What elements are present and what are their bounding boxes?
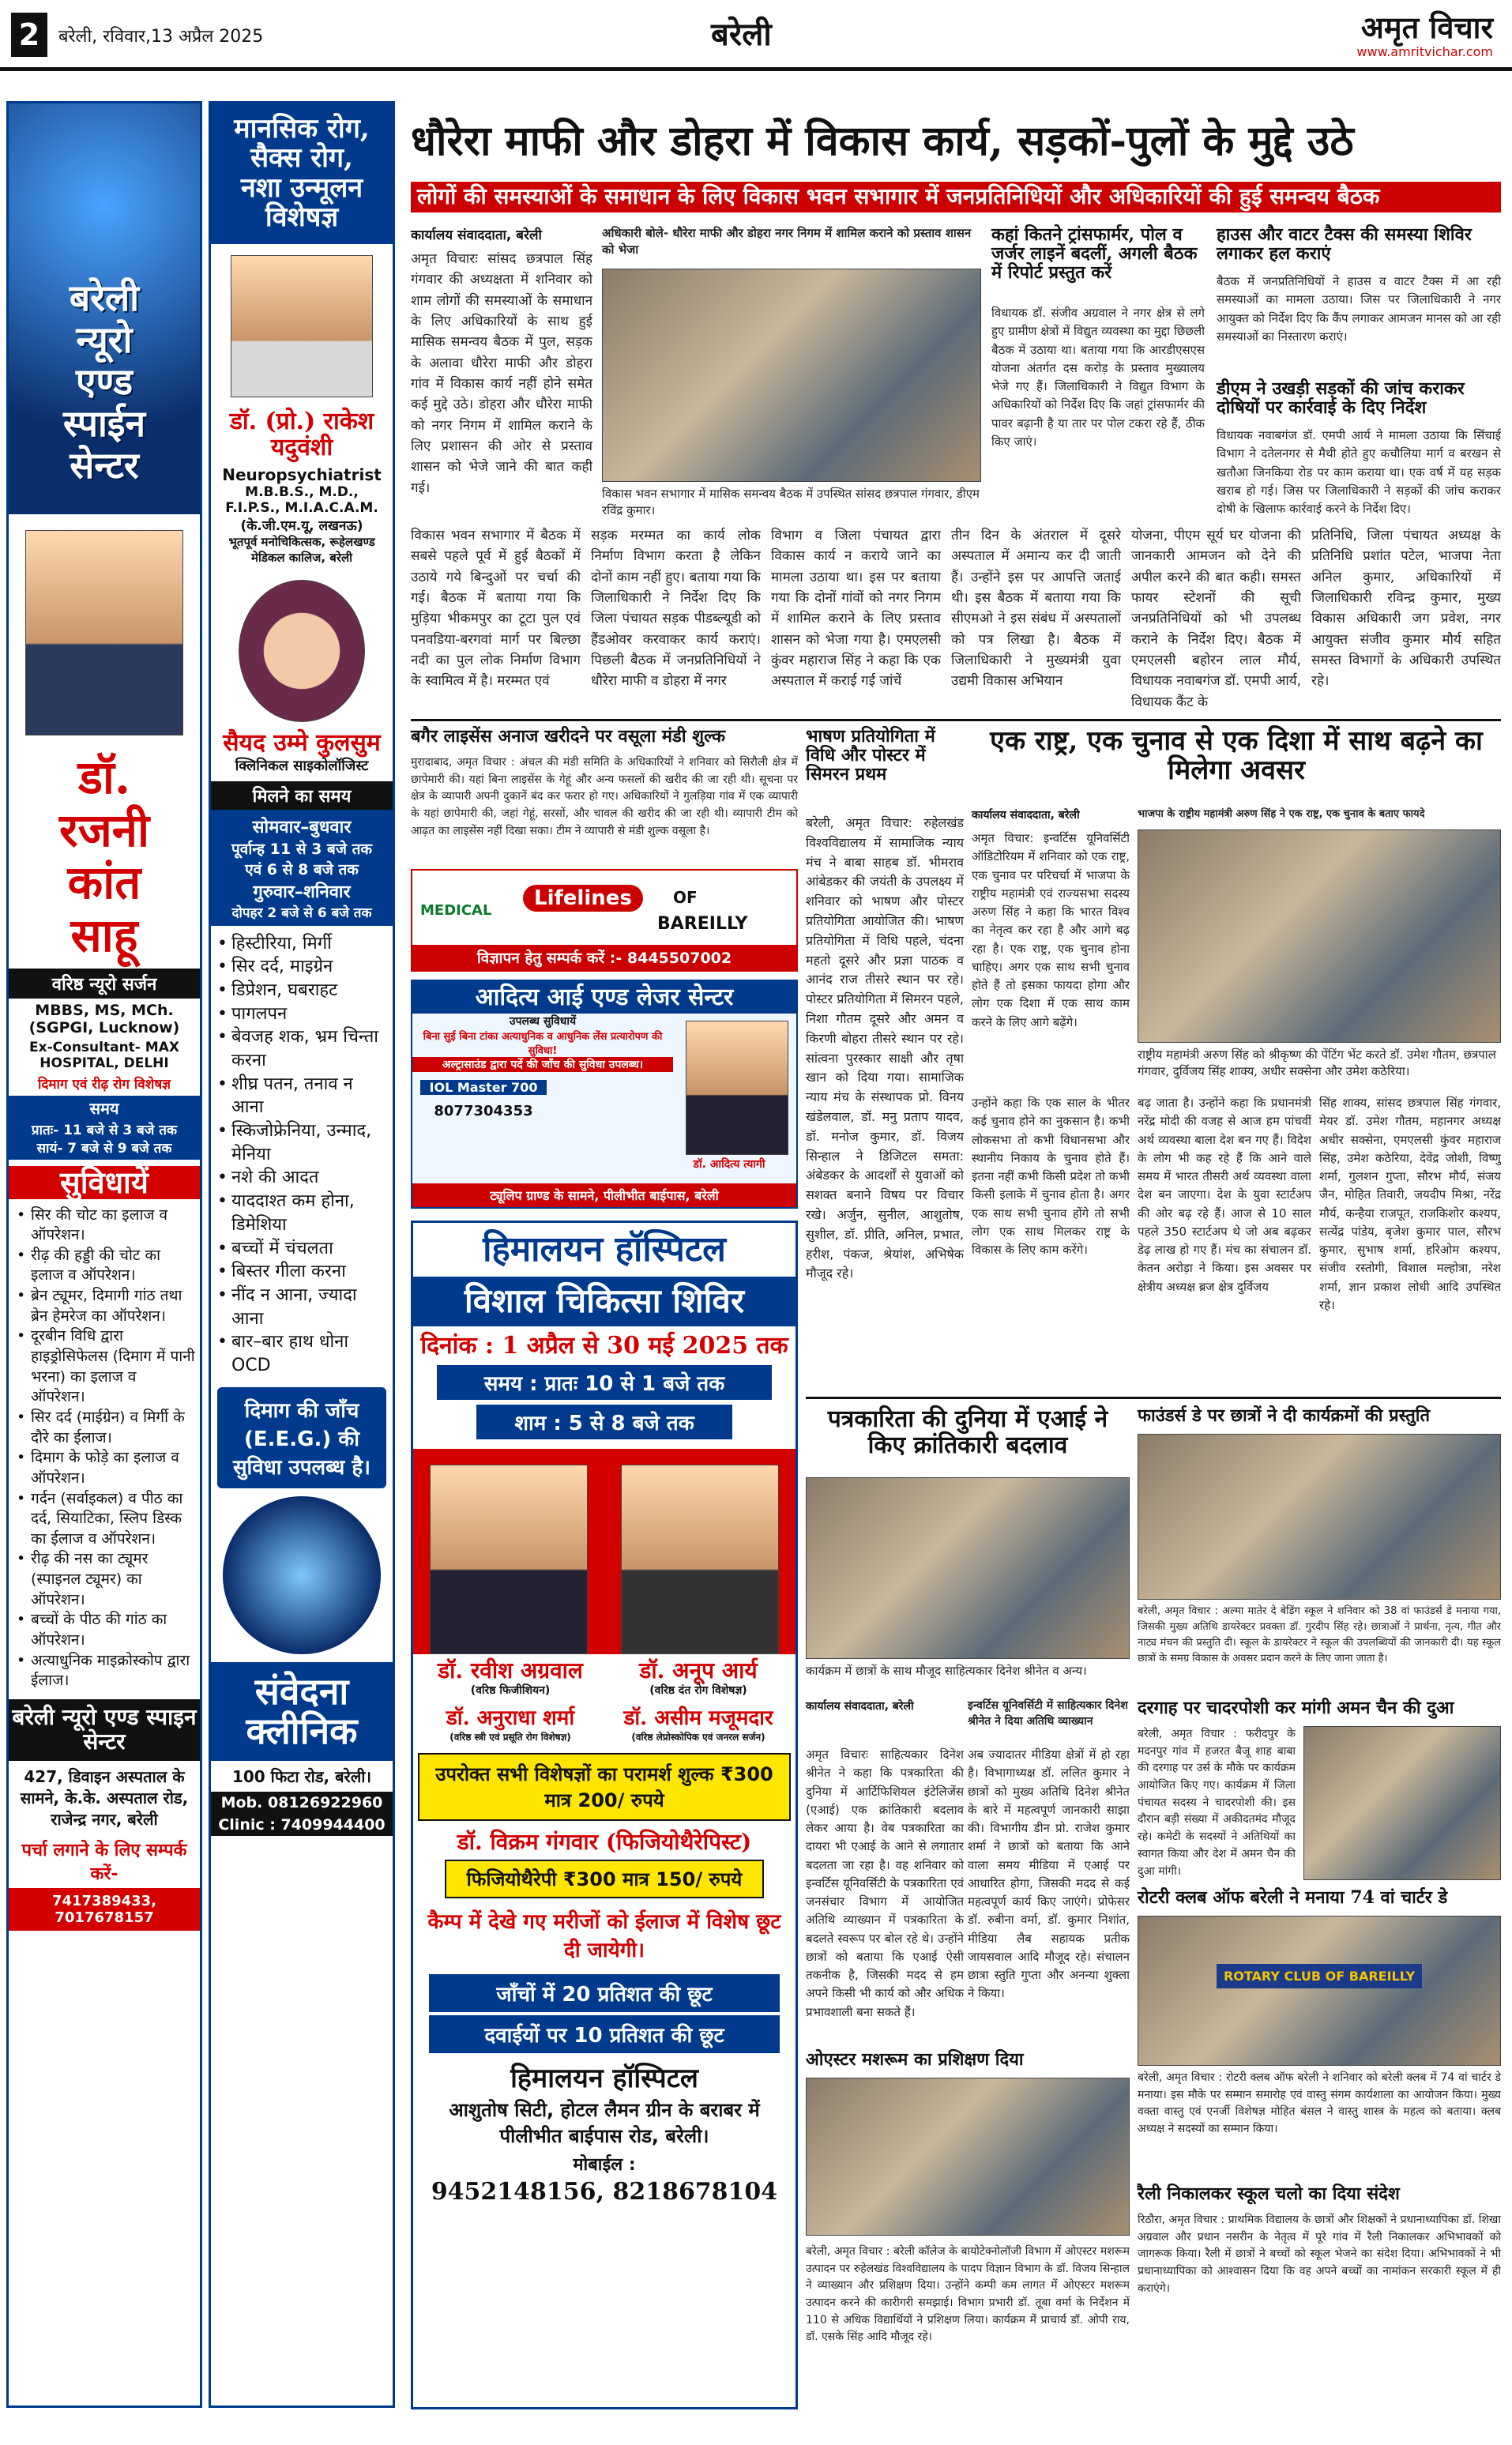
doctor-photo bbox=[686, 1021, 788, 1155]
founders-text: बरेली, अमृत विचार : अल्मा मातेर दे बेडिंग स्कूल ने शनिवार को 38 वां फाउंडर्स डे मनाया गया, जिसकी मुख्य अतिथि डायरेक्टर प्रवक्ता डॉ. गुरदीप सिंह रहे। छात्राओं ने प्रार्थना, नृत्य, गीत और नाट्य मंचन की प्रस्तुति दी। स्कूल के डायरेक्टर ने स्कूल की उपलब्धियों की जानकारी दी। यह स्कूल छात्रों के समग्र विकास के अवसर प्रदान करने के लिए जाना जाता है। bbox=[1138, 1605, 1501, 1665]
ad-aditya-line3: अल्ट्रासाउंड द्वारा पर्दे की जाँच की सुविधा उपलब्ध। bbox=[412, 1057, 673, 1072]
divider bbox=[411, 719, 1501, 721]
psychologist-photo bbox=[239, 580, 365, 722]
ad-neuro-degrees: MBBS, MS, MCh. (SGPGI, Lucknow) bbox=[28, 1001, 180, 1036]
lead-deck: लोगों की समस्याओं के समाधान के लिए विकास भवन सभागार में जनप्रतिनिधियों और अधिकारियों की हुई समन्वय बैठक bbox=[411, 182, 1501, 213]
ad-neuro-name-3: एण्ड bbox=[76, 359, 133, 403]
lead-right-text-2: विधायक नवाबगंज डॉ. एमपी आर्य ने मामला उठाया कि सिंचाई विभाग ने दतेलनगर से मैथी होते हुए कचौलिया मार्ग व बरखन से खतौआ जिनकिया रोड पर काम कराया था। एक वर्ष में यह सड़क खराब हो गई। जिस पर जिलाधिकारी ने सड़कों की जांच कराकर दोषी के खिलाफ कार्रवाई करने के निर्देश दिए। bbox=[1217, 428, 1501, 516]
doctor-photo bbox=[25, 530, 183, 735]
ad-psych-second-doctor: सैयद उम्मे कुलसुम bbox=[223, 728, 381, 757]
list-item: • बच्चों में चंचलता bbox=[214, 1237, 389, 1261]
lead-side-head: कहां कितने ट्रांसफार्मर, पोल व जर्जर लाइनें बदलीं, अगली बैठक में रिपोर्ट प्रस्तुत करें bbox=[991, 224, 1198, 284]
ad-neuro-footer-name: बरेली न्यूरो एण्ड स्पाइन सेन्टर bbox=[9, 1699, 200, 1761]
masthead bbox=[0, 0, 1512, 71]
ad-aditya-eye bbox=[411, 980, 798, 1209]
ad-neuro-time-1: प्रातः- 11 बजे से 3 बजे तक bbox=[9, 1120, 200, 1138]
doctor-photo bbox=[231, 255, 373, 397]
ekrashtra-text-4: सिंह शाक्य, सांसद छत्रपाल सिंह गंगवार, मेयर डॉ. उमेश गौतम, महानगर अध्यक्ष अधीर सक्सेना, एमएलसी कुंवर महाराज सिंह, उमेश कठेरिया, देवेंद्र जोशी, विष्णु शर्मा, गुलशन गुप्ता, सौरभ मौर्य, संजय जैन, मोहित तिवारी, जयदीप मिश्रा, नरेंद्र मौर्य, कन्हैया राजपूत, राजकिशोर कश्यप, सत्येंद्र पांडेय, बृजेश कुमार पाल, सौरभ कुमार, सुभाष शर्मा, हरिओम कश्यप, संजीव रस्तोगी, विशाल मल्होत्रा, नरेश शर्मा, ज्ञान प्रकाश लोधी आदि उपस्थित रहे। bbox=[1319, 1096, 1501, 1312]
lead-col-3: विभाग व जिला पंचायत द्वारा विकास कार्य न कराये जाने का मामला उठाया था। इस पर बताया गया कि दोनों गांवों को नगर निगम में शामिल कराने के लिए प्रस्ताव शासन को भेजा गया है। एमएलसी कुंवर महाराज सिंह ने कहा कि एक अस्पताल में कराई गई जांचें bbox=[771, 528, 941, 690]
ad-himalayan-fee: उपरोक्त सभी विशेषज्ञों का परामर्श शुल्क ₹300 मात्र 200/ रुपये bbox=[418, 1753, 791, 1821]
ad-aditya-doctor: डॉ. आदित्य त्यागी bbox=[693, 1158, 765, 1171]
lead-byline: कार्यालय संवाददाता, बरेली bbox=[411, 228, 542, 243]
ad-neuro-header bbox=[9, 103, 200, 514]
lead-right-head-2: डीएम ने उखड़ी सड़कों की जांच कराकर दोषियों पर कार्रवाई के दिए निर्देश bbox=[1217, 378, 1465, 419]
list-item: • नींद न आना, ज्यादा आना bbox=[214, 1284, 389, 1330]
ad-psych-head-3: नशा उन्मूलन bbox=[240, 171, 363, 204]
list-item: • डिप्रेशन, घबराहट bbox=[214, 979, 389, 1002]
ad-aditya-line1: उपलब्ध सुविधायें bbox=[509, 1015, 577, 1028]
lead-col-5: योजना, पीएम सूर्य घर योजना की जानकारी आमजन को देने की अपील करने की बात कही। समस्त फायर स्टेशनों की सूची जनप्रतिनिधियों को भी उपलब्ध कराने के निर्देश दिए। बैठक में एमएलसी बहोरन लाल मौर्य, विधायक नवाबगंज डॉ. एमपी आर्य, विधायक कैंट के bbox=[1131, 528, 1301, 710]
ad-psych-eeg: दिमाग की जाँच (E.E.G.) की सुविधा उपलब्ध है। bbox=[217, 1387, 386, 1488]
lead-photo-caption: विकास भवन सभागार में मासिक समन्वय बैठक में उपस्थित सांसद छत्रपाल गंगवार, डीएम रविंद्र कुमार। bbox=[602, 487, 980, 517]
list-item: • अत्याधुनिक माइक्रोस्कोप द्वारा ईलाज। bbox=[13, 1651, 195, 1691]
ad-himalayan-addr-name: हिमालयन हॉस्पिटल bbox=[510, 2062, 698, 2094]
lead-photo bbox=[602, 269, 981, 482]
list-item: • सिर दर्द (माईग्रेन) व मिर्गी के दौरे का ईलाज। bbox=[13, 1408, 195, 1448]
dargah-headline: दरगाह पर चादरपोशी कर मांगी अमन चैन की दुआ bbox=[1138, 1698, 1454, 1718]
rally-headline: रैली निकालकर स्कूल चलो का दिया संदेश bbox=[1138, 2184, 1400, 2204]
ad-psych-kgmu: (के.जी.एम.यू, लखनऊ) bbox=[240, 517, 363, 534]
list-item: • नशे की आदत bbox=[214, 1166, 389, 1190]
website-link[interactable]: www.amritvichar.com bbox=[1356, 44, 1493, 59]
list-item: • हिस्टीरिया, मिर्गी bbox=[214, 932, 389, 956]
lead-headline: धौरेरा माफी और डोहरा में विकास कार्य, सड़कों-पुलों के मुद्दे उठे bbox=[411, 117, 1354, 165]
city-title: बरेली bbox=[711, 16, 772, 53]
list-item: • याददाश्त कम होना, डिमेशिया bbox=[214, 1190, 389, 1236]
ad-psych-doctor: डॉ. (प्रो.) राकेश यदुवंशी bbox=[229, 407, 374, 461]
founders-photo bbox=[1138, 1434, 1501, 1600]
ad-neuro-name-4: स्पाईन bbox=[62, 401, 146, 445]
list-item: • बेवजह शक, भ्रम चिन्ता करना bbox=[214, 1025, 389, 1072]
divider bbox=[806, 1397, 1501, 1399]
list-item: • रीढ़ की हड्डी की चोट का इलाज व ऑपरेशन। bbox=[13, 1246, 195, 1286]
dargah-text: बरेली, अमृत विचार : फरीदपुर के मदनपुर गांव में हजरत बैजू शाह बाबा की दरगाह पर उर्स के मौके पर कार्यक्रम आयोजित किए गए। कार्यक्रम में जिला पंचायत सदस्य ने चादरपोशी की। इस दौरान बड़ी संख्या में अकीदतमंद मौजूद रहे। कमेटी के सदस्यों ने अतिथियों का स्वागत किया और देश में अमन चैन की दुआ मांगी। bbox=[1138, 1728, 1296, 1878]
ad-neuro-ex: Ex-Consultant- MAX HOSPITAL, DELHI bbox=[29, 1039, 179, 1071]
ad-himalayan-dates: दिनांक : 1 अप्रैल से 30 मई 2025 तक bbox=[420, 1331, 788, 1360]
ad-psych-timing-2: पूर्वान्ह 11 से 3 बजे तक bbox=[231, 840, 372, 858]
ad-neuro-doctor-2: रजनी bbox=[59, 803, 149, 857]
list-item: • पागलपन bbox=[214, 1002, 389, 1026]
lead-col-6: प्रतिनिधि, जिला पंचायत अध्यक्ष के प्रतिनिधि प्रशांत पटेल, भाजपा नेता अनिल कुमार, अधिकारियों में जिलाधिकारी रविन्द्र कुमार, मुख्य विकास अधिकारी जग प्रवेश, नगर आयुक्त संजीव कुमार मौर्य सहित समस्त विभागों के अधिकारी उपस्थित रहे। bbox=[1311, 528, 1501, 690]
bhashan-text: बरेली, अमृत विचार: रुहेलखंड विश्वविद्यालय में सामाजिक न्याय मंच ने बाबा साहब डॉ. भीमराव आंबेडकर की जयंती के उपलक्ष्य में शनिवार को भाषण और पोस्टर प्रतियोगिता आयोजित की। भाषण प्रतियोगिता में विधि पहले, चंदना महतो दूसरे और प्रज्ञा पाठक व आनंद राज तीसरे स्थान पर रहे। पोस्टर प्रतियोगिता में सिमरन पहले, निशा गौतम दूसरे और अमन व किरणी बोहरा तीसरे स्थान पर रहे। सांत्वना पुरस्कार साक्षी और तृषा खान को दिया गया। सामाजिक न्याय मंच के संस्थापक प्रो. विनय खंडेलवाल, डॉ. मनु प्रताप यादव, डॉ. मनोज कुमार, डॉ. विजय सिन्हाल ने डिजिटल समता: अंबेडकर के आदर्शों से युवाओं को सशक्त बनाने विषय पर विचार रखे। अर्जुन, सुनील, आशुतोष, सुशील, डॉ. प्रीति, अनिल, प्रभात, हरीश, पंकज, श्रेयांश, अभिषेक मौजूद रहे। bbox=[806, 815, 964, 1281]
ad-neuro-facilities-head: सुविधायें bbox=[9, 1166, 200, 1199]
ad-psych-timing-4: गुरुवार–शनिवार bbox=[253, 882, 351, 902]
list-item: • बच्चों के पीठ की गांठ का ऑपरेशन। bbox=[13, 1610, 195, 1650]
ad-neuro-title: वरिष्ठ न्यूरो सर्जन bbox=[9, 969, 200, 999]
rotary-headline: रोटरी क्लब ऑफ बरेली ने मनाया 74 वां चार्टर डे bbox=[1138, 1887, 1448, 1908]
ad-neuro-spec: दिमाग एवं रीढ़ रोग विशेषज्ञ bbox=[37, 1076, 171, 1093]
ekrashtra-photo bbox=[1138, 829, 1501, 1043]
ad-himalayan-doc1-title: (वरिष्ठ फिजीशियन) bbox=[470, 1684, 551, 1698]
lead-col-1: विकास भवन सभागार में बैठक में सबसे पहले पूर्व में हुई बैठकों में उठाये गये बिन्दुओं पर चर्चा की गई। बैठक में बताया गया कि मुड़िया भीकमपुर का टूटा पुल एवं पनवडिया-बरगवां मार्ग पर बिल्छा नदी का पुल लोक निर्माण विभाग के स्वामित्व में है। मरम्मत एवं bbox=[411, 528, 581, 690]
dargah-photo bbox=[1303, 1726, 1501, 1880]
brain-graphic bbox=[223, 1496, 381, 1654]
ad-aditya-iol: IOL Master 700 bbox=[420, 1080, 547, 1095]
rotary-photo bbox=[1138, 1916, 1501, 2066]
brand-logo: अमृत विचार bbox=[1360, 9, 1493, 45]
list-item: • सिर दर्द, माइग्रेन bbox=[214, 955, 389, 979]
list-item: • दिमाग के फोड़े का इलाज व ऑपरेशन। bbox=[13, 1448, 195, 1488]
doctor-photo bbox=[430, 1465, 588, 1654]
lead-side-text: विधायक डॉ. संजीव अग्रवाल ने नगर क्षेत्र से लगे हुए ग्रामीण क्षेत्रों में विद्युत व्यवस्था का मुद्दा छिछली बैठक में उठाया था। बताया गया कि आरडीएसएस योजना अंतर्गत दस करोड़ के प्रस्ताव मुख्यालय भेजे गए हैं। जिलाधिकारी ने विद्युत विभाग के अधिकारियों को निर्देश दिए कि जहां ट्रांसफार्मर की पावर बढ़ानी है या तार पर पोल टकरा रहे हैं, ठीक किए जाएं। bbox=[991, 306, 1205, 449]
rotary-banner: ROTARY CLUB OF BAREILLY bbox=[1217, 1964, 1422, 1988]
mandi-headline: बगैर लाइसेंस अनाज खरीदने पर वसूला मंडी शुल्क bbox=[411, 726, 725, 747]
ad-psych-title: Neuropsychiatrist bbox=[222, 465, 382, 484]
ad-neuro-name-1: बरेली bbox=[69, 276, 140, 319]
ekrashtra-tag: भाजपा के राष्ट्रीय महामंत्री अरुण सिंह ने एक राष्ट्र, एक चुनाव के बताए फायदे bbox=[1138, 808, 1425, 820]
mandi-text: मुरादाबाद, अमृत विचार : अंचल की मंडी समिति के अधिकारियों ने शनिवार को सिरौली क्षेत्र में छापेमारी की। यहां बिना लाइसेंस के गेहूं और अन्य फसलों की खरीद की जा रही थी। सूचना पर क्षेत्र के व्यापारी अपनी दुकानें बंद कर फरार हो गए। अधिकारियों ने गुलड़िया गांव में एक व्यापारी के यहां छापेमारी की, जहां गेहूं, सरसों, और चावल की खरीद की जा रही थी। व्यापारी टीम को आढ़त का लाइसेंस नहीं दिखा सका। टीम ने व्यापारी से मंडी शुल्क वसूला है। bbox=[411, 756, 798, 837]
ad-himalayan-doc4-title: (वरिष्ठ लेप्रोस्कोपिक एवं जनरल सर्जन) bbox=[631, 1731, 765, 1743]
ad-neuro-time-head: समय bbox=[9, 1096, 200, 1120]
ekrashtra-byline: कार्यालय संवाददाता, बरेली bbox=[972, 809, 1080, 822]
ad-himalayan-physio-fee: फिजियोथैरेपी ₹300 मात्र 150/ रुपये bbox=[445, 1860, 764, 1898]
ad-psych-head-2: सैक्स रोग, bbox=[250, 142, 353, 175]
ad-himalayan-meds: दवाईयों पर 10 प्रतिशत की छूट bbox=[429, 2015, 780, 2053]
ad-neuro-time-2: सायं- 7 बजे से 9 बजे तक bbox=[9, 1138, 200, 1160]
ad-aditya-line2: बिना सुई बिना टांका अत्याधुनिक व आधुनिक लेंस प्रत्यारोपण की सुविधा! bbox=[423, 1031, 663, 1057]
ad-himalayan bbox=[411, 1221, 798, 2409]
ai-tag: इन्वर्टिस यूनिवर्सिटी में साहित्यकार दिनेश श्रीनेत ने दिया अतिथि व्याख्यान bbox=[968, 1699, 1128, 1728]
ad-himalayan-doc3: डॉ. अनुराधा शर्मा bbox=[446, 1706, 575, 1731]
ad-neuro-doctor-4: साहू bbox=[70, 908, 138, 963]
ekrashtra-photo-caption: राष्ट्रीय महामंत्री अरुण सिंह को श्रीकृष्ण की पेंटिंग भेंट करते डॉ. उमेश गौतम, छत्रपाल गंगवार, दुर्विजय सिंह शाक्य, अधीर सक्सेना और उमेश कठेरिया। bbox=[1138, 1048, 1496, 1078]
list-item: • दूरबीन विधि द्वारा हाइड्रोसिफेलस (दिमाग में पानी भरना) का इलाज व ऑपरेशन। bbox=[13, 1326, 195, 1408]
ad-neuro-phones: 7417389433, 7017678157 bbox=[9, 1888, 200, 1931]
ad-aditya-name: आदित्य आई एण्ड लेजर सेन्टर bbox=[412, 981, 796, 1014]
list-item: • बिस्तर गीला करना bbox=[214, 1260, 389, 1284]
oyster-headline: ओएस्टर मशरूम का प्रशिक्षण दिया bbox=[806, 2049, 1024, 2070]
lead-right-text-1: बैठक में जनप्रतिनिधियों ने हाउस व वाटर टैक्स में आ रही समस्याओं का मामला उठाया। जिस पर जिलाधिकारी ने नगर आयुक्त को निर्देश दिए कि कैंप लगाकर आमजन मानस को आ रही समस्याओं का निस्तारण कराएं। bbox=[1217, 274, 1501, 344]
bhashan-headline: भाषण प्रतियोगिता में विधि और पोस्टर में सिमरन प्रथम bbox=[806, 726, 935, 785]
ad-himalayan-tests: जाँचों में 20 प्रतिशत की छूट bbox=[429, 1974, 780, 2012]
ad-himalayan-time2: शाम : 5 से 8 बजे तक bbox=[476, 1405, 732, 1439]
list-item: • सिर की चोट का इलाज व ऑपरेशन। bbox=[13, 1206, 195, 1246]
ad-psych-second-title: क्लिनिकल साइकोलॉजिस्ट bbox=[235, 757, 369, 774]
ai-byline: कार्यालय संवाददाता, बरेली bbox=[806, 1700, 914, 1713]
rally-text: रिठौरा, अमृत विचार : प्राथमिक विद्यालय के छात्रों और शिक्षकों ने प्रधानाध्यापिका डॉ. शिखा अग्रवाल और प्रधान नसरीन के नेतृत्व में पूरे गांव में रैली निकालकर अभिभावकों को जागरूक किया। रैली में छात्रों ने बच्चों को स्कूल भेजने का संदेश दिया। अभिभावकों ने भी प्रधानाध्यापिका को आश्वासन दिया कि वह अपने बच्चों का नामांकन सरकारी स्कूल में ही कराएंगे। bbox=[1138, 2214, 1501, 2295]
ekrashtra-text-2: उन्होंने कहा कि एक साल के भीतर कई चुनाव होने का नुकसान है। कभी लोकसभा तो कभी विधानसभा और स्थानीय निकाय के चुनाव होते हैं। इतना नहीं कभी किसी प्रदेश तो कभी किसी इलाके में चुनाव होता है। अगर एक साथ सभी चुनाव होंगे तो सभी लोग एक साथ मिलकर राष्ट्र के विकास के लिए काम करेंगे। bbox=[972, 1096, 1130, 1257]
ad-himalayan-mobile-label: मोबाईल : bbox=[573, 2155, 636, 2176]
oyster-text: बरेली, अमृत विचार : बरेली कॉलेज के बायोटेक्नोलॉजी विभाग में ओएस्टर मशरूम उत्पादन पर रुहेलखंड विश्वविद्यालय के पादप विज्ञान विभाग के डॉ. विजय सिन्हाल ने व्याख्यान और प्रशिक्षण दिया। उन्होंने कम्पी कम लागत में ओएस्टर मशरूम उत्पादन करने की कारीगरी समझाई। विभाग प्रभारी डॉ. तूबा वर्मा के निर्देशन में 110 से अधिक विद्यार्थियों ने प्रशिक्षण लिया। कार्यक्रम में प्राचार्य डॉ. ओपी राय, डॉ. एसके सिंह आदि मौजूद रहे। bbox=[806, 2245, 1130, 2344]
founders-headline: फाउंडर्स डे पर छात्रों ने दी कार्यक्रमों की प्रस्तुति bbox=[1138, 1405, 1431, 1426]
ad-lifelines-lifelines: Lifelines bbox=[523, 885, 643, 912]
ad-neuro-facilities-list bbox=[9, 1206, 200, 1691]
ad-lifelines-of: OF bbox=[673, 888, 698, 907]
ad-lifelines bbox=[411, 869, 798, 972]
ad-himalayan-doc2: डॉ. अनूप आर्य bbox=[639, 1657, 758, 1683]
ad-aditya-phone: 8077304353 bbox=[434, 1103, 533, 1119]
ekrashtra-text-1: अमृत विचार: इन्वर्टिस यूनिवर्सिटी ऑडिटोरियम में शनिवार को एक राष्ट्र, एक चुनाव पर परिचर्चा में भाजपा के राष्ट्रीय महामंत्री एवं राज्यसभा सदस्य अरुण सिंह ने कहा कि भारत विश्व का नेतृत्व कर रहा है और आगे बढ़ रहा है। एक राष्ट्र, एक चुनाव होना चाहिए। अगर एक साथ सभी चुनाव होते हैं तो इसका फायदा होगा और लोग एक दिशा में एक साथ काम करने के लिए आगे बढ़ेंगे। bbox=[972, 831, 1130, 1029]
ad-psych-conditions bbox=[211, 926, 393, 1384]
ad-aditya-address: ट्यूलिप ग्राण्ड के सामने, पीलीभीत बाईपास, बरेली bbox=[412, 1183, 796, 1207]
list-item: • गर्दन (सर्वाइकल) व पीठ का दर्द, सियाटिका, स्लिप डिस्क का ईलाज व ऑपरेशन। bbox=[13, 1489, 195, 1550]
rotary-text: बरेली, अमृत विचार : रोटरी क्लब ऑफ बरेली ने शनिवार को बरेली क्लब में 74 वां चार्टर डे मनाया। इस मौके पर सम्मान समारोह एवं वास्तु संगम कार्यशाला का आयोजन किया। मुख्य वक्ता वास्तु एवं एनर्जी विशेषज्ञ मोहित बंसल ने वास्तु शास्त्र के महत्व को बताया। क्लब अध्यक्ष ने सदस्यों का सम्मान किया। bbox=[1138, 2071, 1501, 2136]
ad-lifelines-medical: MEDICAL bbox=[420, 902, 492, 919]
lead-intro: अमृत विचारः सांसद छत्रपाल सिंह गंगवार की अध्यक्षता में शनिवार को शाम लोगों की समस्याओं के समाधान के लिए अधिकारियों के साथ हुई मासिक समन्वय बैठक में पुल, सड़क के अलावा धौरेरा माफी और डोहरा गांव में विकास कार्य नहीं होने समेत कई मुद्दे उठे। डोहरा और धौरेरा माफी को नगर निगम में शामिल कराने के लिए प्रशासन की ओर से प्रस्ताव शासन को भेजे जाने की बात कही गई। bbox=[411, 251, 592, 496]
ad-psych-mob: Mob. 08126922960 bbox=[211, 1792, 393, 1814]
ai-photo-caption: कार्यक्रम में छात्रों के साथ मौजूद साहित्यकार दिनेश श्रीनेत व अन्य। bbox=[806, 1664, 1087, 1678]
ad-neuro-spine bbox=[6, 101, 202, 2408]
ad-psych-timing-head: मिलने का समय bbox=[211, 781, 393, 810]
ad-himalayan-doc2-title: (वरिष्ठ दंत रोग विशेषज्ञ) bbox=[649, 1684, 747, 1698]
ad-neuro-address: 427, डिवाइन अस्पताल के सामने, के.के. अस्पताल रोड, राजेन्द्र नगर, बरेली bbox=[20, 1766, 189, 1829]
lead-col-4: तीन दिन के अंतराल में दूसरे अस्पताल में अमान्य कर दी जाती हैं। उन्होंने इस पर आपत्ति जताई थी। इस बैठक में बताया गया कि सीएमओ ने इस संबंध में अस्पतालों को पत्र लिखा है। बैठक में जिलाधिकारी ने मुख्यमंत्री युवा उद्यमी विकास अभियान bbox=[951, 528, 1121, 690]
ad-himalayan-camp: विशाल चिकित्सा शिविर bbox=[413, 1277, 795, 1326]
ad-lifelines-bareilly: BAREILLY bbox=[657, 914, 748, 934]
ad-himalayan-name: हिमालयन हॉस्पिटल bbox=[483, 1229, 726, 1270]
ad-neuro-doctor-3: कांत bbox=[67, 856, 141, 910]
ad-neuro-name-5: सेन्टर bbox=[70, 443, 139, 487]
ad-himalayan-doc1: डॉ. रवीश अग्रवाल bbox=[438, 1657, 583, 1683]
dateline: बरेली, रविवार,13 अप्रैल 2025 bbox=[58, 27, 264, 47]
list-item: • रीढ़ की नस का ट्यूमर (स्पाइनल ट्यूमर) का ऑपरेशन। bbox=[13, 1549, 195, 1610]
ad-psych-clinic-addr: 100 फिटा रोड, बरेली। bbox=[231, 1766, 372, 1786]
ad-himalayan-doc4: डॉ. असीम मजूमदार bbox=[623, 1706, 773, 1731]
ai-text-2: अब ज्यादातर मीडिया क्षेत्रों में हो रहा है। विभागाध्यक्ष डॉ. ललित कुमार ने छात्रों को मुख्य अतिथि दिनेश श्रीनेत के बारे में महत्वपूर्ण जानकारी साझा की। विभागीय डीन प्रो. राजेश कुमार शर्मा ने छात्रों को बताया कि आने वाला समय मीडिया में एआई पर आधारित होगा, जिसकी मदद से कई महत्वपूर्ण कार्य किए जाएंगे। प्रोफेसर डॉ. रुबीना वर्मा, डॉ. कुमार निशांत, मीडिया लैब सहायक प्रतीक जायसवाल आदि मौजूद रहे। संचालन छात्रा स्तुति गुप्ता और अनन्या शुक्ला ने किया। bbox=[968, 1747, 1130, 2001]
ai-photo bbox=[806, 1477, 1130, 1659]
ai-headline: पत्रकारिता की दुनिया में एआई ने किए क्रांतिकारी बदलाव bbox=[827, 1405, 1108, 1459]
ad-himalayan-mobile: 9452148156, 8218678104 bbox=[431, 2178, 778, 2206]
ekrashtra-headline: एक राष्ट्र, एक चुनाव से एक दिशा में साथ बढ़ने का मिलेगा अवसर bbox=[990, 725, 1483, 787]
lead-photo-tag: अधिकारी बोले- धौरेरा माफी और डोहरा नगर निगम में शामिल कराने को प्रस्ताव शासन को भेजा bbox=[602, 226, 972, 257]
ad-neuro-doctor-1: डॉ. bbox=[77, 750, 131, 804]
ad-lifelines-adv: विज्ञापन हेतु सम्पर्क करें :- 8445507002 bbox=[412, 945, 796, 970]
lead-col-2: सड़क मरम्मत का कार्य लोक निर्माण विभाग करता है लेकिन दोनों काम नहीं हुए। बताया गया कि जिलाधिकारी ने निर्देश दिए कि जिला पंचायत सड़क पीडब्ल्यूडी को हैंडओवर करवाकर कार्य कराएं। पिछली बैठक में जनप्रतिनिधियों ने धौरेरा माफी व डोहरा में नगर bbox=[591, 528, 761, 690]
ad-psych-head-4: विशेषज्ञ bbox=[265, 201, 339, 234]
ad-psych-head-1: मानसिक रोग, bbox=[234, 113, 370, 145]
ai-text-1: अमृत विचारः साहित्यकार दिनेश श्रीनेत ने कहा कि पत्रकारिता की दुनिया में आर्टिफिशियल इंटेलिजेंस (एआई) एक क्रांतिकारी बदलाव लेकर आया है। वेब पत्रकारिता का दायरा भी एआई के आने से लगातार बदलता जा रहा है। वह शनिवार को इन्वर्टिस यूनिवर्सिटी के पत्रकारिता एवं जनसंचार विभाग में आयोजित अतिथि व्याख्यान में पत्रकारिता के बदलते स्वरूप पर बोल रहे थे। उन्होंने छात्रों को बताया कि एआई ऐसी तकनीक है, जिसकी मदद से हम अपने किसी भी कार्य को और अधिक प्रभावशाली बना सकते हैं। bbox=[806, 1747, 964, 2019]
ekrashtra-text-3: बढ़ जाता है। उन्होंने कहा कि प्रधानमंत्री नरेंद्र मोदी की वजह से आज हम पांचवीं अर्थ व्यवस्था बाला देश बन गए हैं। विदेश के लोग भी कह रहे हैं कि आने वाले समय में भारत तीसरी अर्थ व्यवस्था वाला देश बन जाएगा। देश के युवा स्टार्टअप की ओर बढ़ रहे हैं। आज से 10 साल पहले 350 स्टार्टअप थे जो अब बढ़कर डेढ़ लाख हो गए हैं। मंच का संचालन डॉ. केतन अरोड़ा ने किया। इस अवसर पर क्षेत्रीय अध्यक्ष ब्रज क्षेत्र दुर्विजय bbox=[1138, 1096, 1311, 1294]
oyster-photo bbox=[806, 2078, 1130, 2236]
list-item: • ब्रेन ट्यूमर, दिमागी गांठ तथा ब्रेन हेमरेज का ऑपरेशन। bbox=[13, 1286, 195, 1326]
ad-himalayan-addr: आशुतोष सिटी, होटल लैमन ग्रीन के बराबर में पीलीभीत बाईपास रोड, बरेली। bbox=[449, 2099, 760, 2148]
doctor-photo bbox=[621, 1465, 779, 1654]
ad-himalayan-camp-note: कैम्प में देखे गए मरीजों को ईलाज में विशेष छूट दी जायेगी। bbox=[427, 1909, 781, 1962]
ad-psych-clinic-name: संवेदना क्लीनिक bbox=[211, 1662, 393, 1761]
ad-psych-clinic-phone: Clinic : 7409944400 bbox=[211, 1814, 393, 1836]
ad-himalayan-physio: डॉ. विक्रम गंगवार (फिजियोथैरेपिस्ट) bbox=[457, 1828, 752, 1855]
ad-himalayan-time1: समय : प्रातः 10 से 1 बजे तक bbox=[437, 1365, 772, 1400]
page-number: 2 bbox=[11, 13, 47, 57]
lead-right-head-1: हाउस और वाटर टैक्स की समस्या शिविर लगाकर हल कराएं bbox=[1217, 224, 1472, 265]
ad-psych-timing-5: दोपहर 2 बजे से 6 बजे तक bbox=[231, 905, 372, 921]
ad-psych-timing-3: एवं 6 से 8 बजे तक bbox=[245, 860, 359, 878]
list-item: • स्किजोफ्रेनिया, उन्माद, मेनिया bbox=[214, 1119, 389, 1166]
ad-psych-degrees: M.B.B.S., M.D., F.I.P.S., M.I.A.C.A.M. bbox=[225, 483, 378, 516]
ad-himalayan-doc3-title: (वरिष्ठ स्त्री एवं प्रसूति रोग विशेषज्ञ) bbox=[449, 1731, 571, 1743]
ad-psych-former: भूतपूर्व मनोचिकित्सक, रूहेलखण्ड मेडिकल कालिज, बरेली bbox=[228, 534, 375, 565]
ad-psych-clinic bbox=[209, 101, 395, 2408]
ad-neuro-booking: पर्चा लगाने के लिए सम्पर्क करें- bbox=[21, 1840, 187, 1884]
ad-psych-timing-1: सोमवार–बुधवार bbox=[252, 817, 352, 837]
ad-neuro-name-2: न्यूरो bbox=[76, 318, 133, 361]
list-item: • शीघ्र पतन, तनाव न आना bbox=[214, 1073, 389, 1119]
list-item: • बार–बार हाथ धोना OCD bbox=[214, 1330, 389, 1377]
